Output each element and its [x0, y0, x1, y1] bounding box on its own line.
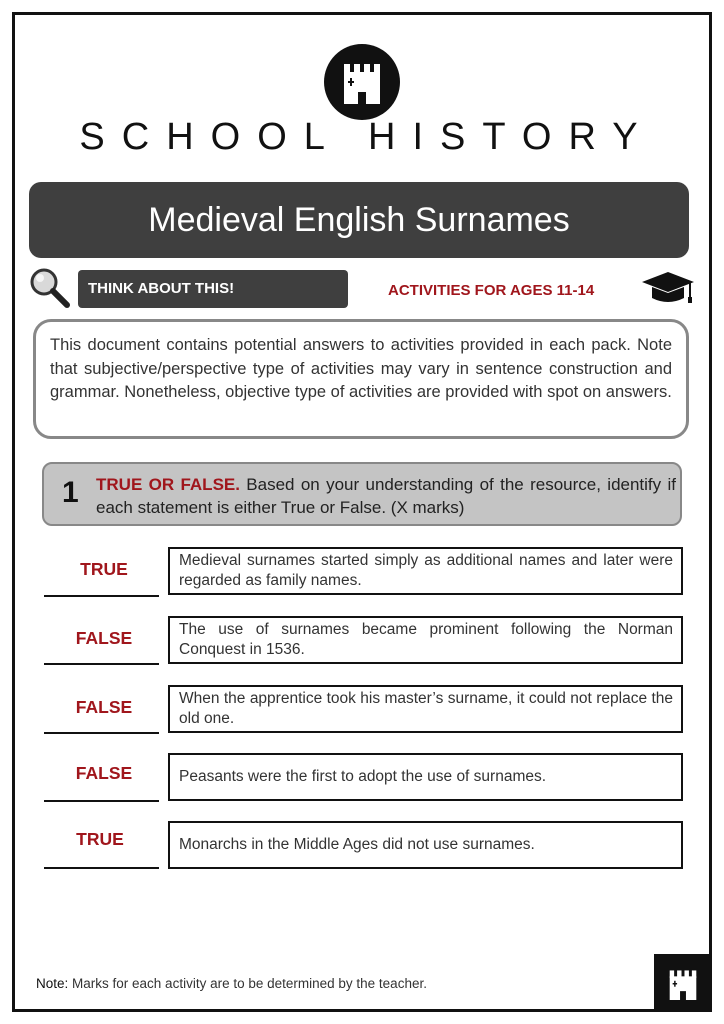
answer-line: [44, 595, 159, 597]
answer-line: [44, 663, 159, 665]
activity-instruction-block: [96, 473, 676, 519]
note-key: Note:: [36, 976, 69, 991]
think-about-this-label: THINK ABOUT THIS!: [78, 270, 348, 308]
activity-header: [42, 462, 682, 526]
magnifier-icon: [28, 266, 72, 315]
intro-text: This document contains potential answers to activities provided in each pack. Note that subjective/perspective type of activities may vary in sentence construction and grammar. Nonetheless, objective type of activities are provided with spot on answers.: [33, 319, 689, 439]
answer-line: [44, 800, 159, 802]
graduation-cap-icon: [640, 268, 696, 313]
activities-ages-label: ACTIVITIES FOR AGES 11-14: [388, 282, 595, 299]
answer-line: [44, 732, 159, 734]
statement-box: The use of surnames became prominent following the Norman Conquest in 1536.: [168, 616, 683, 664]
activity-number: 1: [62, 476, 79, 509]
corner-castle-icon: [654, 954, 712, 1012]
statement-box: Medieval surnames started simply as additional names and later were regarded as family names.: [168, 547, 683, 595]
answer-label: TRUE: [76, 829, 124, 849]
brand-title: SCHOOL HISTORY: [79, 116, 655, 158]
note-text: Marks for each activity are to be determined by the teacher.: [68, 976, 427, 991]
activity-heading: TRUE OR FALSE.: [96, 475, 240, 494]
answer-label: FALSE: [75, 697, 133, 717]
statement-box: Peasants were the first to adopt the use of surnames.: [168, 753, 683, 801]
statement-box: When the apprentice took his master’s surname, it could not replace the old one.: [168, 685, 683, 733]
answer-label: FALSE: [75, 763, 133, 783]
answer-label: TRUE: [80, 559, 128, 579]
answer-line: [44, 867, 159, 869]
answer-label: FALSE: [75, 628, 133, 648]
page-title: Medieval English Surnames: [29, 182, 689, 258]
activity-instruction: Based on your understanding of the resource, identify if each statement is either True or False. (X marks): [96, 475, 676, 517]
statement-box: Monarchs in the Middle Ages did not use surnames.: [168, 821, 683, 869]
footer-note: [36, 976, 427, 991]
castle-icon: [324, 44, 400, 120]
